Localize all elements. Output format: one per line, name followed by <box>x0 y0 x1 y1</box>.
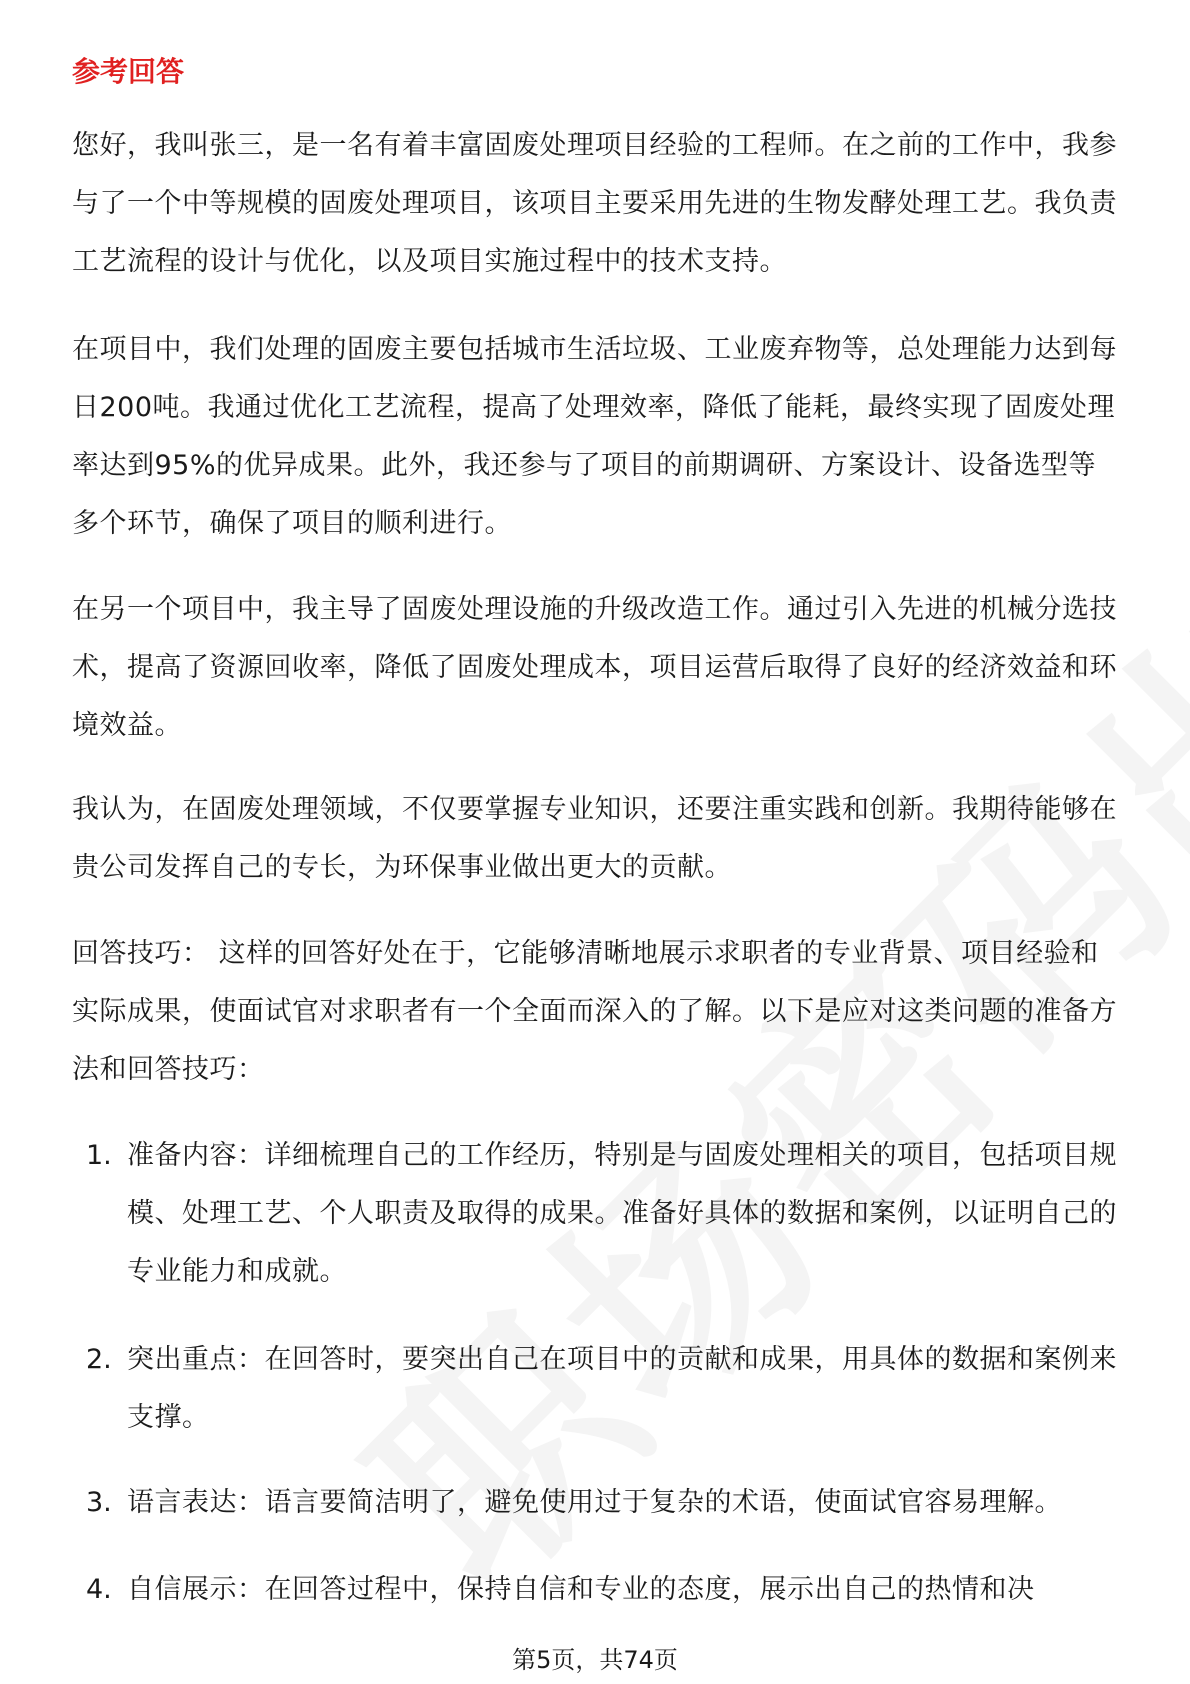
answer-paragraph-1: 您好，我叫张三，是一名有着丰富固废处理项目经验的工程师。在之前的工作中，我参与了一个中等规模的固废处理项目，该项目主要采用先进的生物发酵处理工艺。我负责工艺流程的设计与优化，以及项目实施过程中的技术支持。 <box>72 130 1117 277</box>
page-footer: 第5页，共74页 <box>512 1646 678 1674</box>
tips-intro-paragraph: 回答技巧： 这样的回答好处在于，它能够清晰地展示求职者的专业背景、项目经验和实际成果，使面试官对求职者有一个全面而深入的了解。以下是应对这类问题的准备方法和回答技巧： <box>72 938 1117 1085</box>
answer-paragraph-3: 在另一个项目中，我主导了固废处理设施的升级改造工作。通过引入先进的机械分选技术，提高了资源回收率，降低了固废处理成本，项目运营后取得了良好的经济效益和环境效益。 <box>72 594 1117 741</box>
answer-paragraph-2: 在项目中，我们处理的固废主要包括城市生活垃圾、工业废弃物等，总处理能力达到每日200吨。我通过优化工艺流程，提高了处理效率，降低了能耗，最终实现了固废处理率达到95%的优异成果。此外，我还参与了项目的前期调研、方案设计、设备选型等多个环节，确保了项目的顺利进行。 <box>72 334 1117 539</box>
list-item-text: 准备内容：详细梳理自己的工作经历，特别是与固废处理相关的项目，包括项目规模、处理工艺、个人职责及取得的成果。准备好具体的数据和案例，以证明自己的专业能力和成就。 <box>127 1140 1117 1287</box>
list-item-number: 4. <box>86 1574 112 1605</box>
list-item-text: 语言表达：语言要简洁明了，避免使用过于复杂的术语，使面试官容易理解。 <box>127 1487 1062 1518</box>
list-item-number: 3. <box>86 1487 112 1518</box>
list-item-text: 突出重点：在回答时，要突出自己在项目中的贡献和成果，用具体的数据和案例来支撑。 <box>127 1344 1117 1433</box>
answer-paragraph-4: 我认为，在固废处理领域，不仅要掌握专业知识，还要注重实践和创新。我期待能够在贵公司发挥自己的专长，为环保事业做出更大的贡献。 <box>72 794 1117 883</box>
list-item-number: 2. <box>86 1344 112 1375</box>
list-item-text: 自信展示：在回答过程中，保持自信和专业的态度，展示出自己的热情和决 <box>127 1574 1035 1605</box>
list-item-number: 1. <box>86 1140 112 1171</box>
section-title: 参考回答 <box>72 55 185 88</box>
